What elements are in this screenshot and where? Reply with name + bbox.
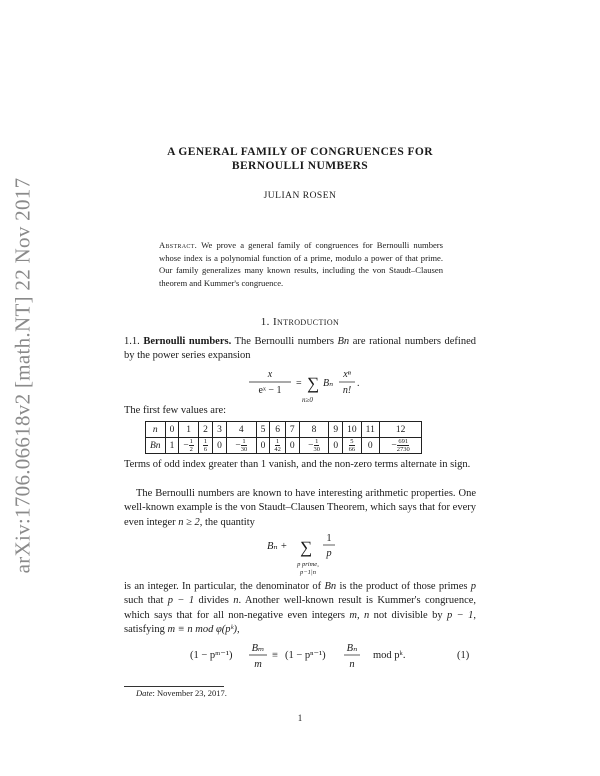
para1-b: are rational numbers defined by the power series expansion	[124, 336, 476, 362]
subsection-title: Bernoulli numbers.	[143, 336, 232, 347]
table-cell: 12	[379, 422, 422, 438]
math-Bn-2: Bn	[324, 581, 337, 592]
table-cell: 5	[256, 422, 270, 438]
table-cell: 3	[213, 422, 227, 438]
gf-denominator: eˣ − 1	[258, 385, 282, 396]
k-denominator-1: m	[254, 659, 262, 670]
equation-label: (1)	[457, 650, 470, 661]
para4-d: divides	[198, 595, 229, 607]
table-cell: − $\frac{1}{2}$	[179, 438, 199, 454]
abstract	[159, 239, 443, 289]
k-numerator-2: Bₙ	[346, 643, 358, 654]
table-row-index	[146, 422, 422, 438]
gf-sum-index: n≥0	[302, 396, 313, 404]
para3-a: The Bernoulli numbers are known to have interesting arithmetic properties. One well-known example is the von Staudt–Clausen Theorem, which says that for every even integer	[124, 488, 476, 528]
k-equiv: ≡	[272, 650, 278, 661]
footnote-text: : November 23, 2017.	[152, 688, 227, 698]
gf-denominator-2: n!	[342, 385, 352, 396]
math-n-ge-2: n ≥ 2	[178, 516, 200, 528]
k-left-factor: (1 − pᵐ⁻¹)	[190, 650, 233, 661]
para1-a: The Bernoulli numbers	[234, 336, 334, 347]
table-cell: 0	[361, 438, 379, 454]
math-p-minus-1: p − 1	[167, 595, 195, 607]
para4-c: such that	[124, 595, 164, 607]
math-m-equiv-n: m ≡ n mod φ(pᵏ),	[167, 624, 240, 636]
table-cell: 7	[285, 422, 299, 438]
section-title: Introduction	[272, 316, 340, 328]
table-cell: 11	[361, 422, 379, 438]
para4-g: , satisfying	[124, 609, 477, 636]
table-cell: 0	[329, 438, 343, 454]
page-number: 1	[297, 713, 303, 723]
para4-f: not divisible by	[373, 609, 443, 621]
table-cell: 0	[165, 422, 179, 438]
table-cell: 0	[285, 438, 299, 454]
gf-numerator-2: xⁿ	[343, 369, 351, 380]
math-Bn: Bn	[337, 336, 350, 347]
von-staudt-expression	[262, 531, 352, 579]
vs-denominator: p	[326, 548, 332, 559]
table-cell: − $\frac{691}{2730}$	[379, 438, 422, 454]
generating-function-equation	[245, 365, 375, 407]
k-numerator-1: Bₘ	[251, 643, 265, 654]
table-cell: $\frac{5}{66}$	[343, 438, 362, 454]
vs-numerator: 1	[326, 533, 332, 544]
kummer-congruence-equation	[185, 641, 480, 673]
first-values-text: The first few values are:	[124, 405, 227, 416]
section-number: 1.	[260, 316, 270, 328]
table-head-Bn: Bn	[146, 438, 166, 454]
table-cell: 4	[226, 422, 256, 438]
table-cell: 8	[299, 422, 329, 438]
vs-sub-line1: p prime,	[297, 561, 319, 568]
table-row-values	[146, 438, 422, 454]
table-cell: 2	[198, 422, 212, 438]
table-cell: 0	[256, 438, 270, 454]
abstract-label: Abstract.	[159, 240, 198, 250]
paragraph-kummer	[124, 580, 476, 638]
arxiv-stamp-text: arXiv:1706.06618v2 [math.NT] 22 Nov 2017	[10, 177, 35, 573]
paper-title	[100, 145, 500, 173]
table-cell: 10	[343, 422, 362, 438]
footnote-date	[136, 688, 227, 698]
para4-e: . Another well-known result is Kummer's congruence, which says that for all non-negative even integers	[124, 595, 477, 621]
para4-a: is an integer. In particular, the denominator of	[124, 581, 322, 592]
para3-b: , the quantity	[199, 516, 255, 528]
abstract-text: We prove a general family of congruences for Bernoulli numbers whose index is a polynomial function of a prime, modulo a power of that prime. Our family generalizes many known results, including the von Staudt–Clausen theorem and Kummer's congruence.	[159, 240, 444, 288]
vs-left: Bₙ +	[267, 541, 288, 552]
title-line-2: BERNOULLI NUMBERS	[231, 160, 369, 172]
svg-text:.: .	[357, 378, 360, 389]
table-cell: − $\frac{1}{30}$	[299, 438, 329, 454]
table-cell: 1	[179, 422, 199, 438]
paragraph-von-staudt	[124, 487, 476, 530]
table-cell: − $\frac{1}{30}$	[226, 438, 256, 454]
bernoulli-values-table	[145, 421, 422, 454]
title-line-1: A GENERAL FAMILY OF CONGRUENCES FOR	[167, 146, 433, 158]
table-cell: 1	[165, 438, 179, 454]
gf-sum-symbol: ∑	[307, 374, 320, 393]
table-cell: $\frac{1}{42}$	[270, 438, 286, 454]
arxiv-stamp	[5, 170, 41, 580]
vs-sub-line2: p−1|n	[300, 569, 316, 576]
para4-b: is the product of those primes	[339, 581, 468, 592]
vs-sum-symbol: ∑	[300, 538, 313, 557]
math-p-minus-1-2: p − 1	[447, 609, 474, 621]
section-heading	[100, 316, 500, 328]
math-m-n: m, n	[349, 609, 370, 621]
math-n: n	[233, 595, 239, 607]
table-cell: $\frac{1}{6}$	[198, 438, 212, 454]
subsection-number: 1.1.	[124, 336, 140, 347]
math-p: p	[470, 581, 477, 592]
footnote-rule	[124, 686, 224, 687]
table-cell: 6	[270, 422, 286, 438]
gf-bernoulli: Bₙ	[323, 378, 334, 389]
gf-numerator: x	[267, 369, 273, 380]
k-denominator-2: n	[349, 659, 355, 670]
gf-equals: =	[296, 378, 302, 389]
author-name: JULIAN ROSEN	[263, 191, 337, 201]
table-cell: 9	[329, 422, 343, 438]
paragraph-bernoulli-intro	[124, 335, 476, 364]
paragraph-odd-terms: Terms of odd index greater than 1 vanish, and the non-zero terms alternate in sign.	[124, 459, 471, 470]
k-mid-factor: (1 − pⁿ⁻¹)	[285, 650, 326, 661]
footnote-label: Date	[136, 688, 153, 698]
table-head-n: n	[146, 422, 166, 438]
k-mod: mod pᵏ.	[373, 650, 406, 661]
table-cell: 0	[213, 438, 227, 454]
